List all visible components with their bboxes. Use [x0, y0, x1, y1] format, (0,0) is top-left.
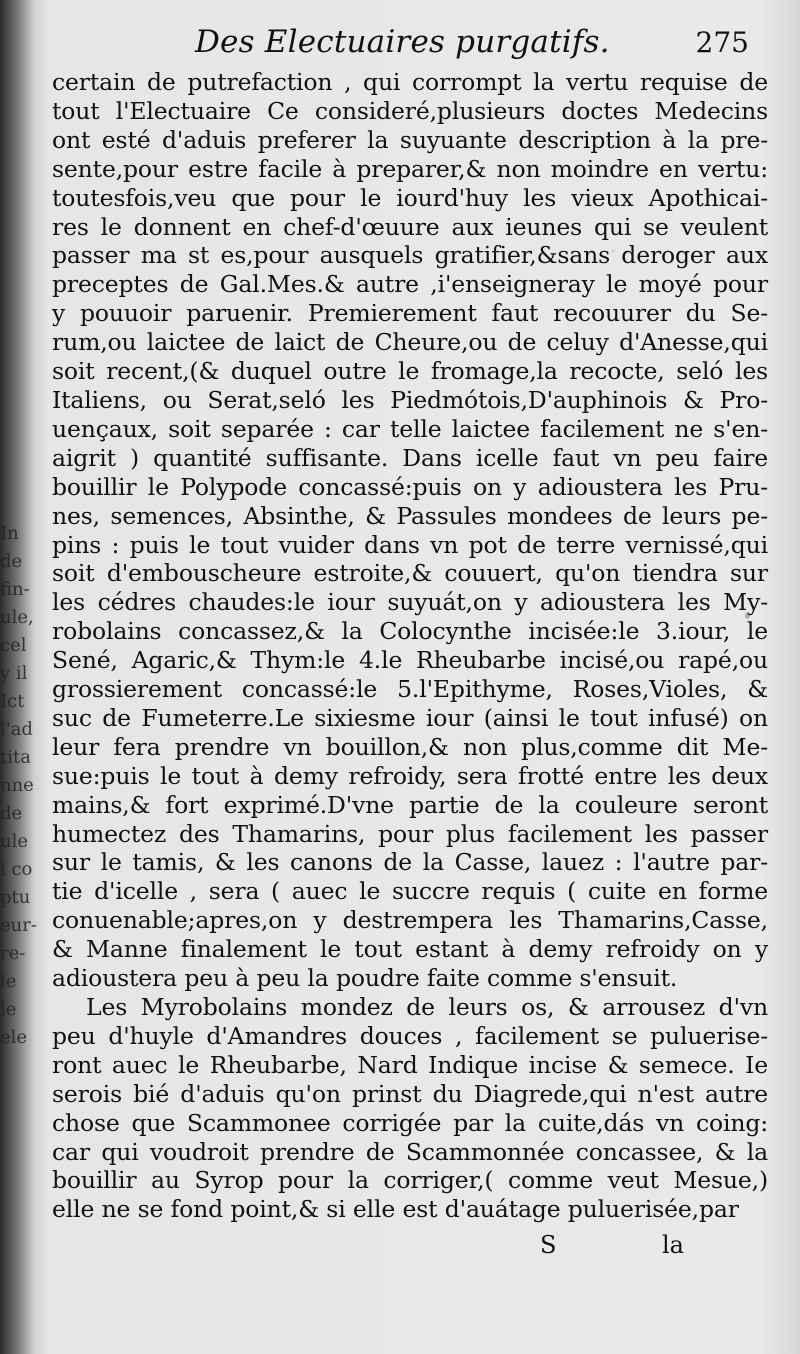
- margin-fragment: y il: [0, 662, 28, 685]
- text-line: sue:puis le tout à demy refroidy, sera frotté entre les deux: [52, 761, 768, 790]
- text-line: robolains concassez,& la Colocynthe incisée:le 3.iour, le: [52, 617, 768, 646]
- catchword: la: [662, 1231, 684, 1259]
- running-head: [55, 20, 765, 64]
- printer-signature: S: [540, 1231, 557, 1259]
- text-line: mains,& fort exprimé.D'vne partie de la couleure seront: [52, 790, 768, 819]
- margin-fragment: ule: [0, 830, 29, 853]
- margin-fragment: cel: [0, 634, 27, 657]
- text-line: pins : puis le tout vuider dans vn pot de terre vernissé,qui: [52, 530, 768, 559]
- margin-fragment: de: [0, 802, 23, 825]
- margin-fragment: l co: [0, 858, 33, 881]
- text-line: peu d'huyle d'Amandres douces , facilement se puluerise-: [52, 1021, 768, 1050]
- margin-fragment: ule,: [0, 606, 34, 629]
- text-line: res le donnent en chef-d'œuure aux ieunes qui se veulent: [52, 212, 768, 241]
- text-line: aigrit ) quantité suffisante. Dans icelle faut vn peu faire: [52, 443, 768, 472]
- text-line: tie d'icelle , sera ( auec le succre requis ( cuite en forme: [52, 877, 768, 906]
- text-line: elle ne se fond point,& si elle est d'auátage puluerisée,par: [52, 1195, 739, 1224]
- text-line: soit recent,(& duquel outre le fromage,la recocte, seló les: [52, 357, 768, 386]
- text-line: Italiens, ou Serat,seló les Piedmótois,D'auphinois & Pro-: [52, 385, 768, 414]
- margin-fragment: tita: [0, 746, 31, 769]
- text-line: soit d'embouscheure estroite,& couuert, qu'on tiendra sur: [52, 559, 768, 588]
- margin-fragment: eur-: [0, 914, 37, 937]
- text-line: bouillir au Syrop pour la corriger,( comme veut Mesue,): [52, 1166, 768, 1195]
- text-line: ront auec le Rheubarbe, Nard Indique incise & semece. Ie: [52, 1050, 768, 1079]
- margin-fragment: le: [0, 998, 17, 1021]
- text-line: toutesfois,veu que pour le iourd'huy les vieux Apothicai-: [52, 183, 768, 212]
- margin-fragment: nne: [0, 774, 34, 797]
- previous-page-margin-fragments: [0, 520, 37, 1281]
- body-text: [52, 68, 768, 1224]
- text-line: ont esté d'aduis preferer la suyuante description à la pre-: [52, 125, 768, 154]
- margin-fragment: ptu: [0, 886, 31, 909]
- margin-fragment: fin-: [0, 578, 30, 601]
- text-line: Les Myrobolains mondez de leurs os, & arrousez d'vn: [86, 993, 768, 1021]
- page-number: 275: [695, 26, 749, 59]
- text-line: y pouuoir paruenir. Premierement faut recouurer du Se-: [52, 299, 768, 328]
- running-title: Des Electuaires purgatifs.: [195, 24, 610, 60]
- text-line: uençaux, soit separée : car telle laictee facilement ne s'en-: [52, 414, 768, 443]
- text-line: suc de Fumeterre.Le sixiesme iour (ainsi le tout infusé) on: [52, 703, 768, 732]
- text-line: les cédres chaudes:le iour suyuát,on y adioustera les My-: [52, 588, 768, 617]
- text-line: serois bié d'aduis qu'on prinst du Diagrede,qui n'est autre: [52, 1079, 768, 1108]
- text-line: humectez des Thamarins, pour plus facilement les passer: [52, 819, 768, 848]
- margin-fragment: Ict: [0, 690, 25, 713]
- paper-speck: [612, 250, 614, 252]
- paper-speck: [220, 1010, 222, 1012]
- margin-fragment: In: [0, 522, 19, 545]
- text-line: & Manne finalement le tout estant à demy refroidy on y: [52, 935, 768, 964]
- text-line: car qui voudroit prendre de Scammonnée concassee, & la: [52, 1137, 768, 1166]
- text-line: grossierement concassé:le 5.l'Epithyme, Roses,Violes, &: [52, 675, 768, 704]
- text-line: adioustera peu à peu la poudre faite comme s'ensuit.: [52, 964, 678, 993]
- margin-fragment: de: [0, 550, 23, 573]
- text-line: sur le tamis, & les canons de la Casse, lauez : l'autre par-: [52, 848, 768, 877]
- text-line: certain de putrefaction , qui corrompt la vertu requise de: [52, 68, 768, 96]
- text-line: conuenable;apres,on y destrempera les Thamarins,Casse,: [52, 906, 768, 935]
- margin-fragment: ele: [0, 1026, 28, 1049]
- margin-fragment: re-: [0, 942, 26, 965]
- paper-speck: [745, 612, 750, 619]
- text-line: Sené, Agaric,& Thym:le 4.le Rheubarbe incisé,ou rapé,ou: [52, 646, 768, 675]
- margin-fragment: le: [0, 970, 17, 993]
- text-line: nes, semences, Absinthe, & Passules mondees de leurs pe-: [52, 501, 768, 530]
- text-line: rum,ou laictee de laict de Cheure,ou de celuy d'Anesse,qui: [52, 328, 768, 357]
- text-line: passer ma st es,pour ausquels gratifier,&sans deroger aux: [52, 241, 768, 270]
- text-line: bouillir le Polypode concassé:puis on y adioustera les Pru-: [52, 472, 768, 501]
- text-line: leur fera prendre vn bouillon,& non plus,comme dit Me-: [52, 732, 768, 761]
- text-line: sente,pour estre facile à preparer,& non moindre en vertu:: [52, 154, 768, 183]
- text-line: tout l'Electuaire Ce consideré,plusieurs doctes Medecins: [52, 96, 768, 125]
- text-line: chose que Scammonee corrigée par la cuite,dás vn coing:: [52, 1108, 768, 1137]
- text-line: preceptes de Gal.Mes.& autre ,i'enseigneray le moyé pour: [52, 270, 768, 299]
- margin-fragment: l'ad: [0, 718, 33, 741]
